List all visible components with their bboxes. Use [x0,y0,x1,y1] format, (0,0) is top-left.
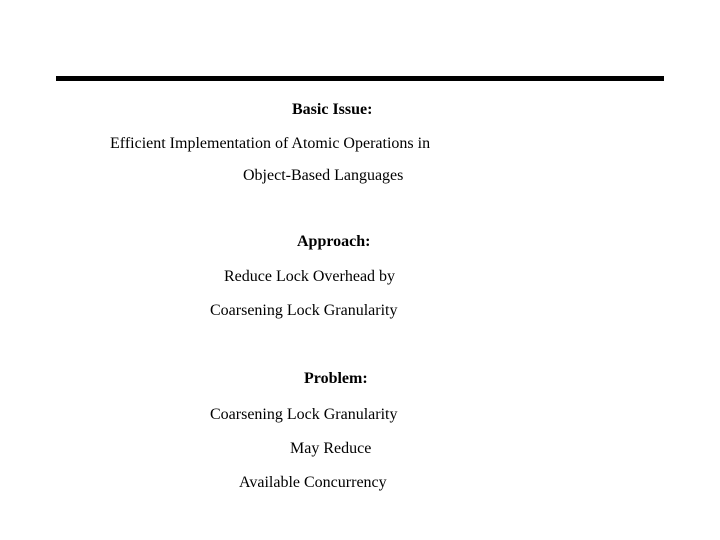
top-divider-rule [56,76,664,81]
problem-line-3: Available Concurrency [239,474,387,491]
basic-issue-heading: Basic Issue: [292,101,373,118]
basic-issue-line-1: Efficient Implementation of Atomic Operations in [110,135,431,152]
approach-line-2: Coarsening Lock Granularity [210,302,398,319]
problem-line-2: May Reduce [290,440,372,457]
problem-heading: Problem: [304,370,368,387]
approach-heading: Approach: [297,233,371,250]
basic-issue-line-2: Object-Based Languages [243,167,404,184]
problem-line-1: Coarsening Lock Granularity [210,406,398,423]
approach-line-1: Reduce Lock Overhead by [224,268,396,285]
